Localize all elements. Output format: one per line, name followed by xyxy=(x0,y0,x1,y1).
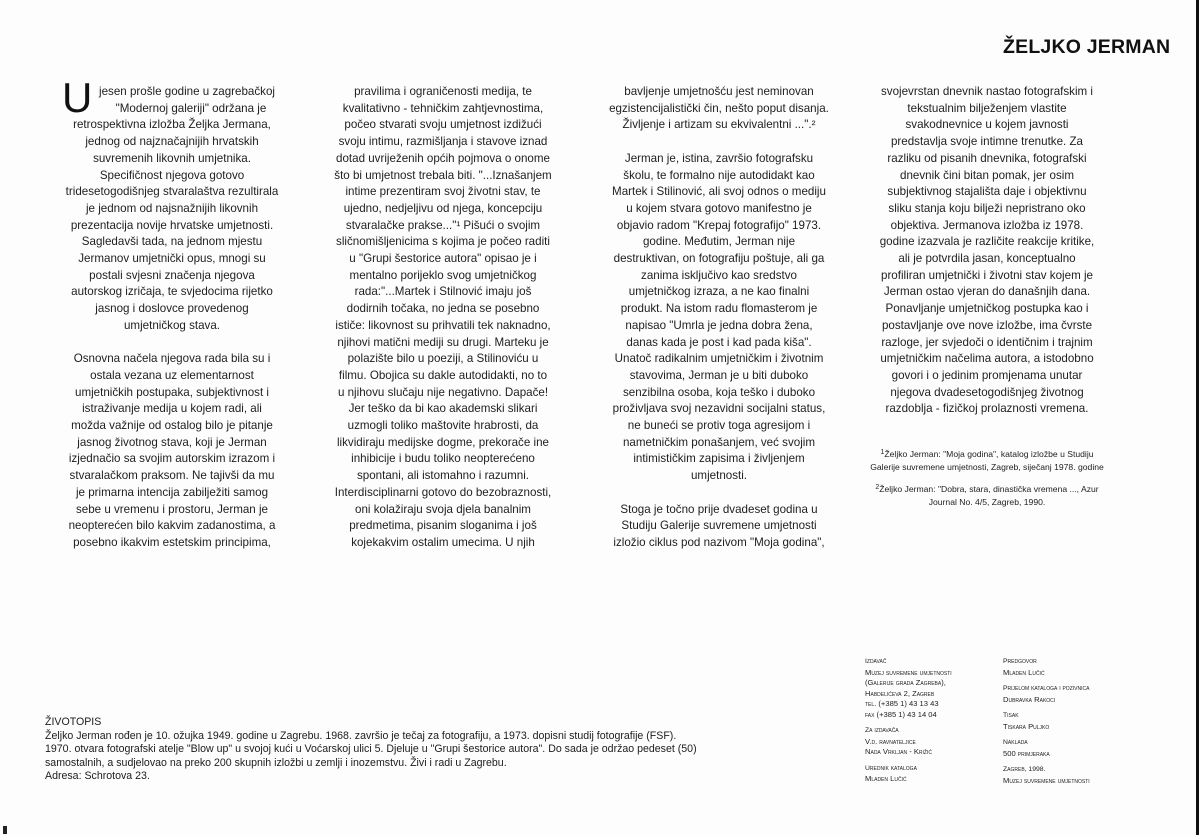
essay-column-2 xyxy=(313,84,573,552)
text-line: Osnovna načela njegova rada bila su i xyxy=(73,352,271,366)
text-line: Življenje i artizam su ekvivalentni ...".² xyxy=(622,118,816,132)
text-line: napisao "Umrla je jedna dobra žena, xyxy=(625,318,813,332)
imprint-value: Muzej suvremene umjetnosti xyxy=(865,667,952,677)
imprint-value: Habdelićeva 2, Zagreb xyxy=(865,688,935,698)
text-line: likvidiraju medijske dogme, prekorače ine xyxy=(336,435,549,449)
text-line: filmu. Obojica su dakle autodidakti, no to xyxy=(338,368,548,382)
text-line: počeo stvarati svoju umjetnost izdižući xyxy=(344,118,542,132)
imprint-group xyxy=(1003,657,1173,678)
text-line: intime prezentiram svoj životni stav, te xyxy=(345,185,541,199)
biography-line: Željko Jerman rođen je 10. ožujka 1949. godine u Zagrebu. 1968. završio je tečaj za fotografiju, a 1973. dopisni studij fotografije (FSF). xyxy=(45,729,677,742)
text-line: Jer teško da bi kao akademski slikari xyxy=(348,402,538,416)
imprint-value: Mladen Lučić xyxy=(865,774,907,783)
text-line: njegova dvadesetogodišnjeg životnog xyxy=(890,385,1084,399)
imprint-left xyxy=(865,657,1015,791)
text-line: predmetima, pisanim sloganima i još xyxy=(349,519,537,533)
text-line: svakodnevnice u kojem javnosti xyxy=(905,118,1069,132)
text-line: Sagledavši tada, na jednom mjestu xyxy=(81,235,263,249)
text-line: stvaralačke prakse..."¹ Pišući o svojim xyxy=(345,218,541,232)
essay-column-3 xyxy=(588,84,850,552)
text-line: postali svjesni značenja njegova xyxy=(89,268,255,282)
text-line: ističe: likovnost su prihvatili tek naknadno, xyxy=(335,318,551,332)
text-line: ujedno, nedjeljivu od njega, koncepciju xyxy=(343,201,543,215)
imprint-value: Muzej suvremene umjetnosti xyxy=(1003,775,1090,785)
text-line: sliku stanja koju bilježi nepristrano oko xyxy=(888,201,1086,215)
text-line: razloge, jer svjedoči o identičnim i trajnim xyxy=(881,335,1093,349)
text-line: je primarna intencija zabilježiti samog xyxy=(75,485,269,499)
text-line: godine izazvala je različite reakcije kritike, xyxy=(879,235,1095,249)
text-line: subjektivnog stajališta daje i objektivnu xyxy=(887,185,1087,199)
imprint-value: tel. (+385 1) 43 13 43 xyxy=(865,699,939,708)
text-line: jasnog i doslovce provedenog xyxy=(95,302,249,316)
imprint-value: (Galerije grada Zagreba), xyxy=(865,678,946,687)
text-line: intimističkim zapisima i življenjem xyxy=(633,452,805,466)
text-line: stvaralačkom praksom. Ne tajivši da mu xyxy=(69,469,275,483)
text-line: ostala vezana uz elementarnost xyxy=(90,368,254,382)
text-line: dnevnik čini bitan pomak, jer osim xyxy=(900,168,1074,182)
text-line: Ponavljanje umjetničkog postupka kao i xyxy=(885,302,1089,316)
text-line: jednog od najznačajnijih hrvatskih xyxy=(85,135,259,149)
text-line: školu, te formalno nije autodidakt kao xyxy=(623,168,815,182)
text-line: u njihovu slučaju nije negativno. Dapače! xyxy=(337,385,549,399)
page-title: ŽELJKO JERMAN xyxy=(1003,36,1171,58)
text-line: govori i o jedinim promjenama unutar xyxy=(891,368,1083,382)
text-line: egzistencijalistički čin, nešto poput disanja. xyxy=(609,101,829,115)
text-line: rada:"...Martek i Stilnović imaju još xyxy=(354,285,532,299)
text-line: umjetničkim načelima autora, a istodobno xyxy=(880,352,1094,366)
biography-line: 1970. otvara fotografski atelje "Blow up" u svojoj kući u Voćarskoj ulici 5. Djeluje u "Grupi šestorice autora". Do sada je održao pedeset (50) xyxy=(45,743,697,755)
text-line: je jednom od najsnažnijih likovnih xyxy=(85,201,259,215)
text-line: možda važnije od ostalog bilo je pitanje xyxy=(71,419,273,433)
text-line: proživljava svoj nezavidni socijalni status, xyxy=(612,402,826,416)
text-line: umjetničkog izraza, a ne kao finalni xyxy=(628,285,810,299)
text-line: postavljanje ove nove izložbe, ima čvrste xyxy=(881,318,1093,332)
text-line: umjetničkog stava. xyxy=(123,318,221,332)
footnote-text: Željko Jerman: "Moja godina", katalog izložbe u Studiju xyxy=(884,449,1094,459)
text-line: danas kada je post i kad pada kiša". xyxy=(626,335,812,349)
imprint-value: fax (+385 1) 43 14 04 xyxy=(865,709,937,719)
imprint-label: Prijelom kataloga i pozivnica xyxy=(1003,685,1090,692)
drop-cap: U xyxy=(62,74,93,121)
text-line: oni kolažiraju svoja djela banalnim xyxy=(355,502,531,516)
imprint-value: Nada Vrkljan - Križić xyxy=(865,747,932,756)
text-line: posebno ikakvim estetskim principima, xyxy=(73,535,271,549)
text-line: nametničkim ponašanjem, već svojim xyxy=(622,435,816,449)
imprint-label: Naklada xyxy=(1003,739,1028,746)
text-line: uzmogli toliko maštovite hrabrosti, da xyxy=(347,419,539,433)
text-line: svojevrstan dnevnik nastao fotografskim i xyxy=(880,85,1093,98)
page-edge-border xyxy=(1196,0,1199,835)
text-line: istraživanje medija u kojem radi, ali xyxy=(82,402,262,416)
text-line: kojekakvim ostalim umecima. U njih xyxy=(351,535,535,549)
essay-paragraph xyxy=(588,502,850,552)
text-line: "Modernoj galeriji" održana je xyxy=(115,101,267,115)
imprint-value: Dubravka Rakoci xyxy=(1003,694,1056,704)
biography-line: samostalnih, a sudjelovao na preko 200 skupnih izložbi u zemlji i inozemstvu. Živi i radi u Zagrebu. xyxy=(45,756,507,769)
text-line: senzibilna osoba, koja teško i duboko xyxy=(622,385,816,399)
imprint-group xyxy=(1003,711,1173,732)
essay-paragraph xyxy=(588,84,850,134)
imprint-label: Za izdavača xyxy=(865,727,899,734)
imprint-value: 500 primjeraka xyxy=(1003,748,1050,758)
imprint-group xyxy=(865,726,1015,758)
text-line: jasnog životnog stava, koji je Jerman xyxy=(77,435,267,449)
imprint-value: Tiskara Puljko xyxy=(1003,721,1050,731)
text-line: polazište bilo u poeziji, a Stilinoviću u xyxy=(347,352,539,366)
essay-paragraph xyxy=(856,84,1118,418)
text-line: izložio ciklus pod nazivom "Moja godina", xyxy=(613,535,825,549)
text-line: Martek i Stilinović, ali svoj odnos o mediju xyxy=(612,185,826,199)
text-line: autorskog izričaja, te svjedocima rijetko xyxy=(71,285,273,299)
imprint-label: Predgovor xyxy=(1003,658,1037,665)
text-line: destruktivan, on fotografiju poštuje, ali ga xyxy=(613,252,825,266)
text-line: ali je potvrdila jasan, konceptualno xyxy=(898,252,1076,266)
text-line: pravilima i ograničenosti medija, te xyxy=(354,85,532,98)
essay-paragraph xyxy=(588,151,850,485)
imprint-right xyxy=(1003,657,1173,792)
text-line: Jermanov umjetnički opus, mnogi su xyxy=(78,252,266,266)
text-line: sličnomišljenicima s kojima je počeo raditi xyxy=(336,235,550,249)
text-line: prezentacija novije hrvatske umjetnosti. xyxy=(70,218,274,232)
imprint-value: V.d. ravnateljice xyxy=(865,736,916,746)
text-line: profiliran umjetnički i životni stav kojem je xyxy=(881,268,1093,282)
footnote-text: Journal No. 4/5, Zagreb, 1990. xyxy=(928,496,1046,507)
text-line: svoju intimu, razmišljanja i stavove iznad xyxy=(338,135,548,149)
imprint-group xyxy=(865,657,1015,720)
text-line: suvremenih likovnih umjetnika. xyxy=(93,151,251,165)
imprint-group xyxy=(1003,765,1173,786)
text-line: spontani, ali istomahno i razumni. xyxy=(356,469,530,483)
text-line: Specifičnost njegova gotovo xyxy=(99,168,245,182)
text-line: produkt. Na istom radu flomasterom je xyxy=(620,302,818,316)
imprint-group xyxy=(865,764,1015,785)
text-line: Unatoč radikalnim umjetničkim i životnim xyxy=(614,352,824,366)
text-line: neopterećen bilo kakvim zadanostima, a xyxy=(68,519,276,533)
text-line: zanima isključivo kao sredstvo xyxy=(641,268,797,282)
essay-column-1 xyxy=(54,84,290,552)
text-line: mentalno porijeklo svog umjetničkog xyxy=(349,268,537,282)
footnote-mark: 1 xyxy=(880,449,885,456)
text-line: tridesetogodišnjeg stvaralaštva rezultirala xyxy=(65,185,279,199)
text-line: objavio radom "Krepaj fotografijo" 1973. xyxy=(616,218,822,232)
text-line: godine. Međutim, Jerman nije xyxy=(642,235,796,249)
essay-paragraph xyxy=(54,351,290,551)
footnote-text: Željko Jerman: "Dobra, stara, dinastička vremena ..., Azur xyxy=(879,484,1099,494)
text-line: što bi umjetnost trebala biti. "...Iznašanjem xyxy=(334,168,552,182)
imprint-label: Urednik kataloga xyxy=(865,764,917,772)
biography-title: ŽIVOTOPIS xyxy=(45,716,102,728)
text-line: Interdisciplinarni gotovo do bezobraznosti, xyxy=(334,485,552,499)
text-line: dotad uvriježenih općih pojmova o onome xyxy=(336,151,550,165)
imprint-label: Tisak xyxy=(1003,712,1019,719)
footnote-mark: 2 xyxy=(875,484,880,491)
text-line: jesen prošle godine u zagrebačkoj xyxy=(99,85,275,98)
text-line: kvalitativno - tehničkim zahtjevnostima, xyxy=(342,101,544,115)
imprint-label: Izdavač xyxy=(865,658,887,665)
text-line: Stoga je točno prije dvadeset godina u xyxy=(620,502,818,516)
text-line: Jerman je, istina, završio fotografsku xyxy=(624,151,814,165)
text-line: umjetnosti. xyxy=(690,469,748,483)
text-line: sebe u vremenu i prostoru, Jerman je xyxy=(75,502,269,516)
imprint-group xyxy=(1003,738,1173,759)
footnote-1 xyxy=(856,447,1118,473)
essay-paragraph xyxy=(54,84,290,335)
text-line: u kojem stvara gotovo manifestno je xyxy=(626,201,812,215)
text-line: predstavlja svoje intimne trenutke. Za xyxy=(890,135,1084,149)
text-line: razdoblja - fizičkoj prolaznosti vremena. xyxy=(885,402,1089,416)
text-line: Studiju Galerije suvremene umjetnosti xyxy=(621,519,817,533)
text-line: retrospektivna izložba Željka Jermana, xyxy=(73,118,271,132)
text-line: dodirnih točaka, no jedna se posebno xyxy=(346,302,540,316)
text-line: bavljenje umjetnošću jest neminovan xyxy=(624,85,814,98)
imprint-label: Zagreb, 1998. xyxy=(1003,766,1046,773)
biography-line: Adresa: Schrotova 23. xyxy=(45,770,150,782)
essay-column-4 xyxy=(856,84,1118,418)
text-line: njihovi matični mediji su drugi. Marteku je xyxy=(337,335,549,349)
text-line: tekstualnim bilježenjem vlastite xyxy=(907,101,1067,115)
scan-mark xyxy=(3,826,7,834)
imprint-group xyxy=(1003,684,1173,705)
biography xyxy=(45,716,697,784)
footnotes xyxy=(856,447,1118,517)
text-line: objektiva. Jermanova izložba iz 1978. xyxy=(890,218,1084,232)
text-line: Jerman ostao vjeran do današnjih dana. xyxy=(883,285,1091,299)
text-line: ne buneći se protiv toga agresijom i xyxy=(627,419,811,433)
essay-paragraph xyxy=(313,84,573,552)
text-line: umjetničkih postupaka, subjektivnost i xyxy=(75,385,269,399)
imprint-value: Mladen Lučić xyxy=(1003,667,1045,677)
text-line: inhibicije i budu toliko neopterećeno xyxy=(351,452,535,466)
footnote-2 xyxy=(856,482,1118,508)
footnote-text: Galerije suvremene umjetnosti, Zagreb, siječanj 1978. godine xyxy=(870,461,1104,472)
text-line: izjednačio sa svojim autorskim izrazom i xyxy=(68,452,276,466)
text-line: u "Grupi šestorice autora" opisao je i xyxy=(349,252,537,266)
text-line: razliku od pisanih dnevnika, fotografski xyxy=(887,151,1087,165)
text-line: stavovima, Jerman je u biti duboko xyxy=(629,368,809,382)
